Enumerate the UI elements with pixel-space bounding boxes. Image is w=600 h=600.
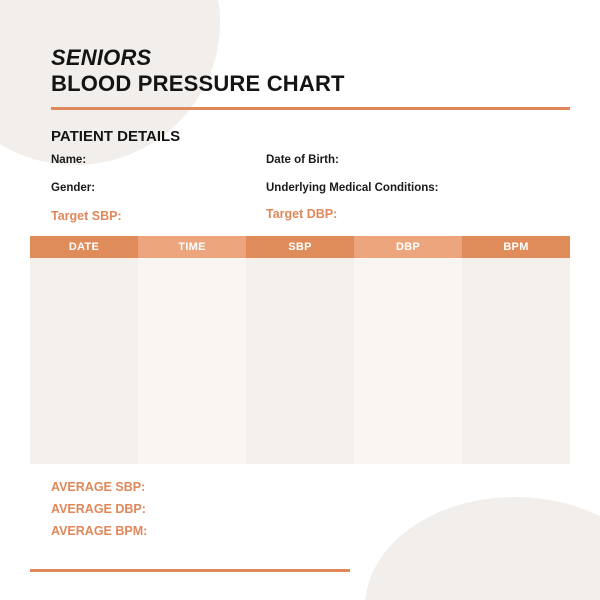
average-dbp-label: AVERAGE DBP: <box>51 502 146 516</box>
column-header-time: TIME <box>138 236 246 258</box>
column-header-date: DATE <box>30 236 138 258</box>
title-seniors: SENIORS <box>51 45 152 70</box>
patient-details-heading: PATIENT DETAILS <box>51 128 181 145</box>
column-header-bpm: BPM <box>462 236 570 258</box>
column-header-sbp: SBP <box>246 236 354 258</box>
readings-table <box>30 236 570 464</box>
column-time <box>138 236 246 464</box>
medical-conditions-field-label: Underlying Medical Conditions: <box>266 182 439 194</box>
column-dbp <box>354 236 462 464</box>
name-field-label: Name: <box>51 154 87 166</box>
column-date <box>30 236 138 464</box>
column-body-time[interactable] <box>138 258 246 464</box>
column-body-bpm[interactable] <box>462 258 570 464</box>
title-divider <box>51 107 570 110</box>
decorative-circle-bottom <box>365 497 600 600</box>
column-body-date[interactable] <box>30 258 138 464</box>
column-header-dbp: DBP <box>354 236 462 258</box>
column-body-dbp[interactable] <box>354 258 462 464</box>
column-body-sbp[interactable] <box>246 258 354 464</box>
average-bpm-label: AVERAGE BPM: <box>51 524 148 538</box>
target-sbp-label: Target SBP: <box>51 209 122 223</box>
column-sbp <box>246 236 354 464</box>
gender-field-label: Gender: <box>51 182 96 194</box>
date-of-birth-field-label: Date of Birth: <box>266 154 339 166</box>
average-sbp-label: AVERAGE SBP: <box>51 480 146 494</box>
column-bpm <box>462 236 570 464</box>
target-dbp-label: Target DBP: <box>266 207 338 221</box>
title-blood-pressure-chart: BLOOD PRESSURE CHART <box>51 71 345 96</box>
footer-divider <box>30 569 350 572</box>
